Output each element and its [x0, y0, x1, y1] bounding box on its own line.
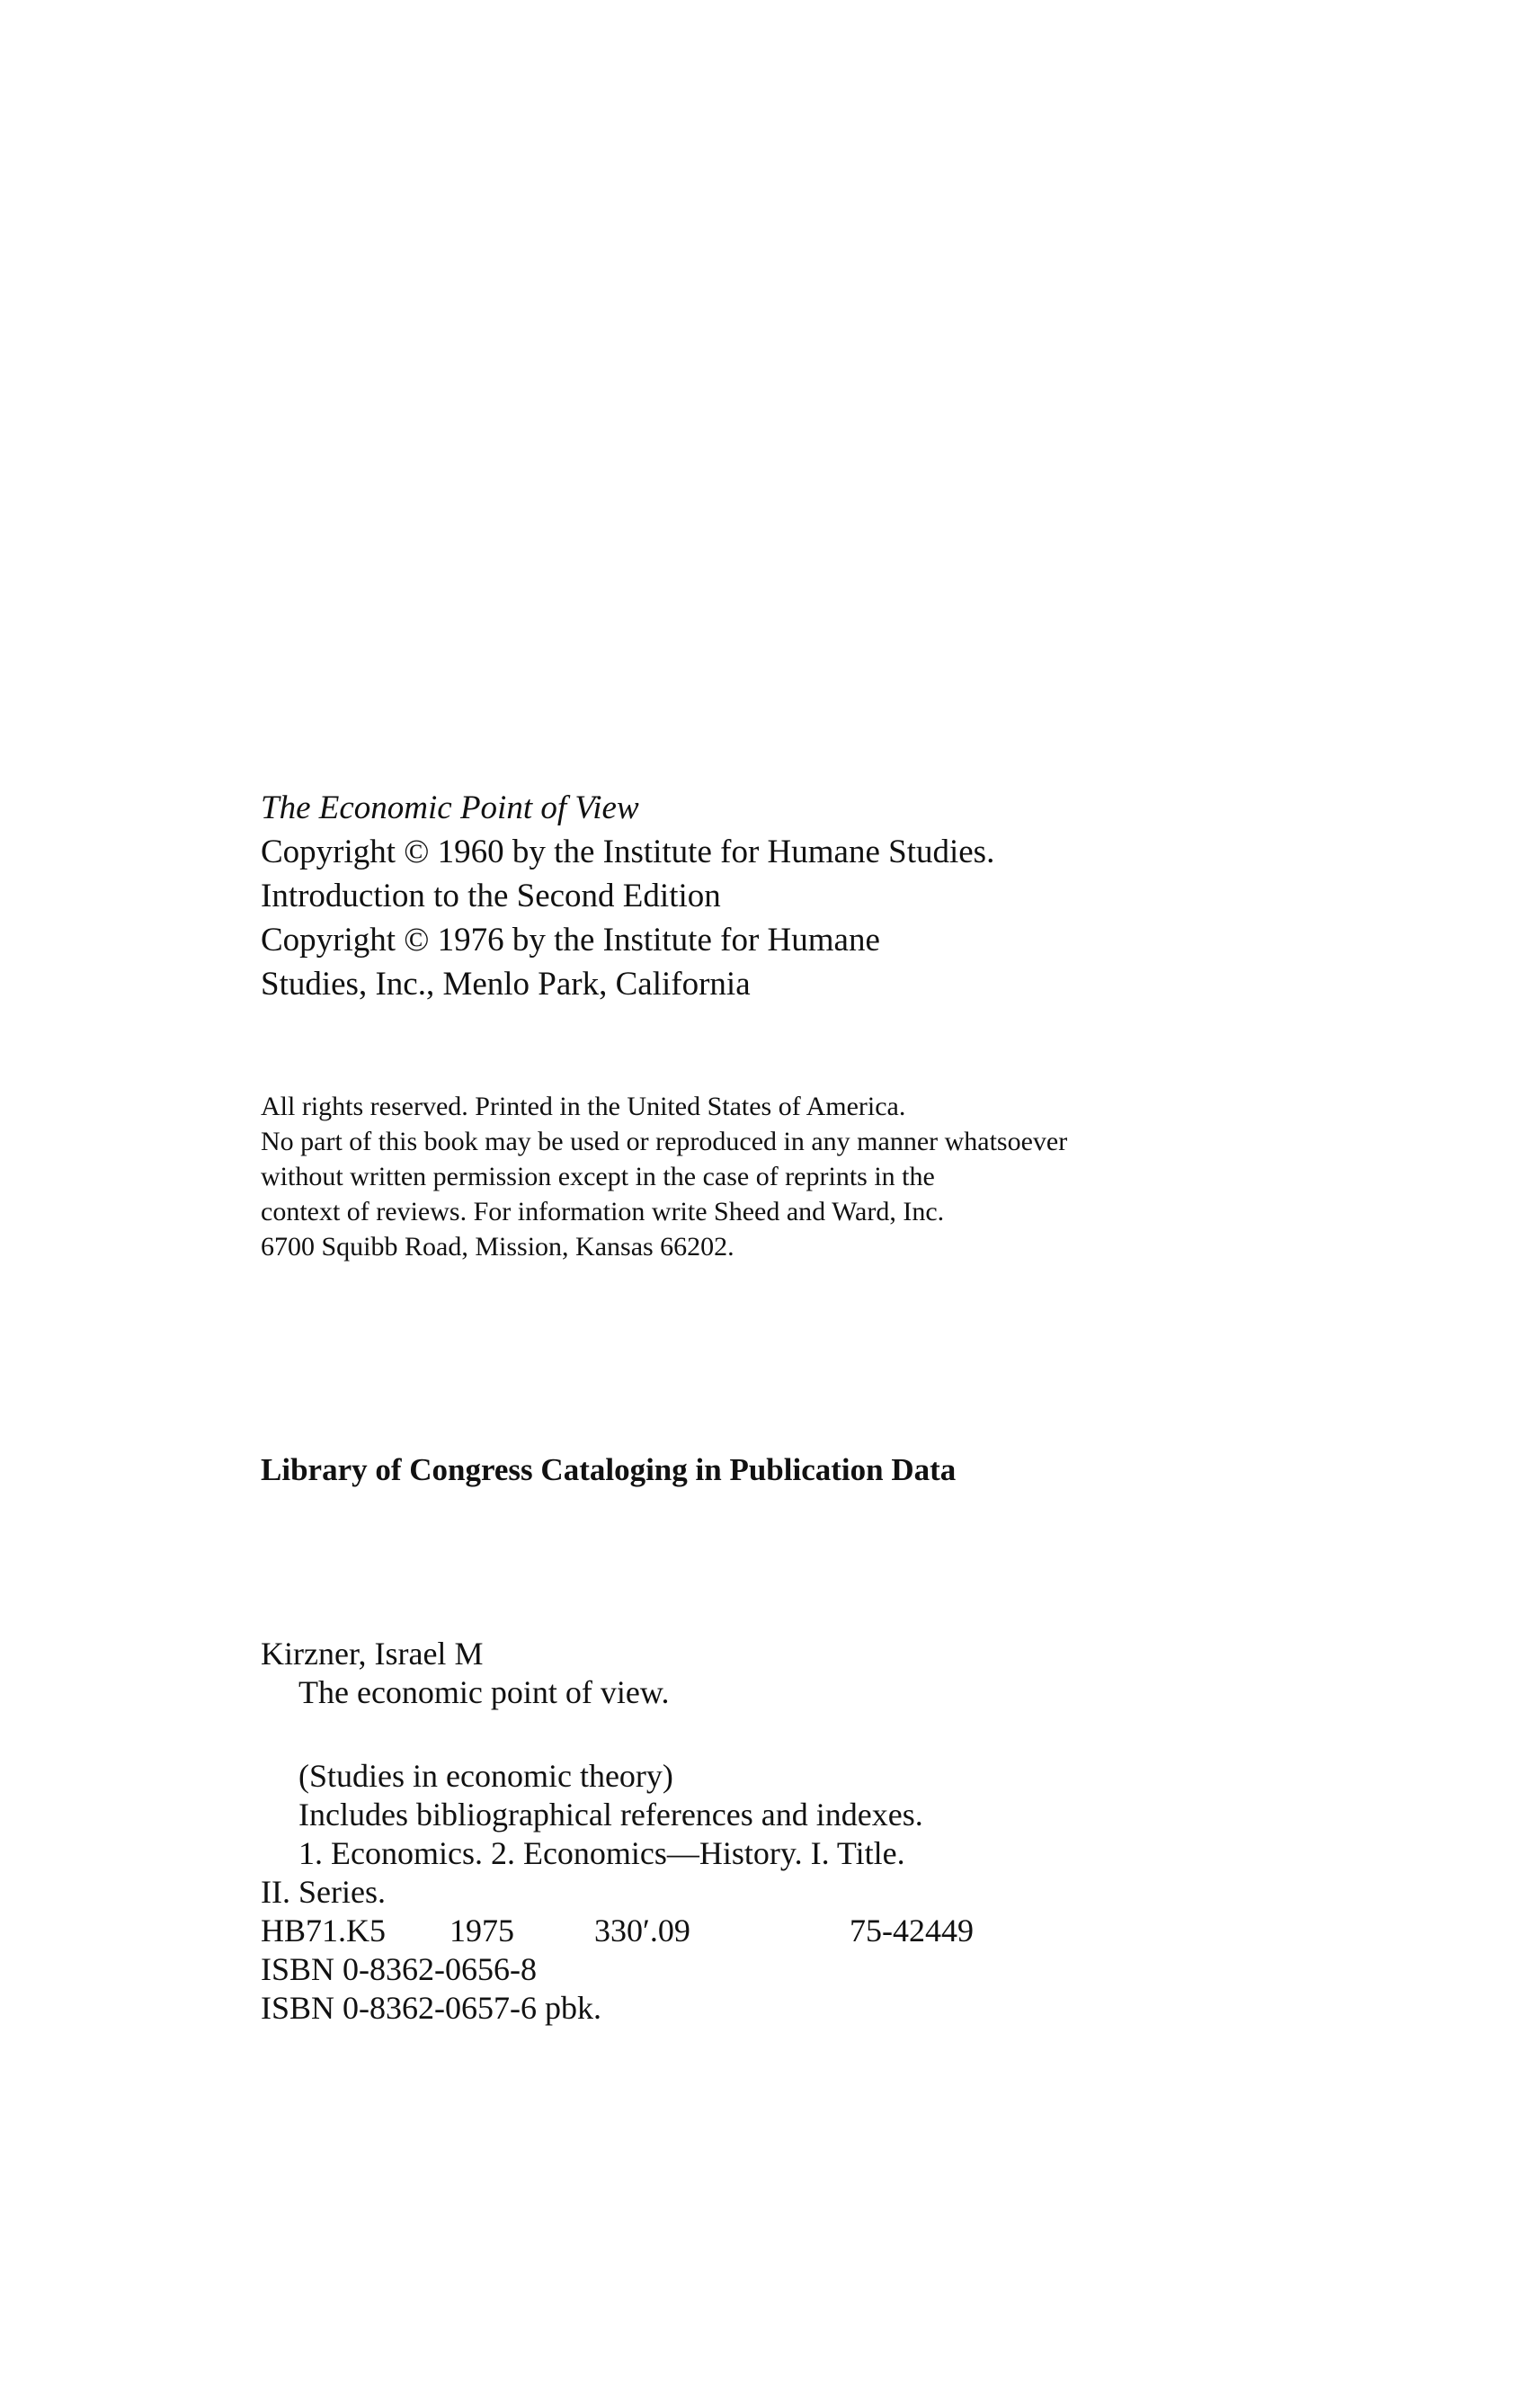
catalog-title: The economic point of view.	[298, 1674, 670, 1710]
isbn-cloth: ISBN 0-8362-0656-8	[261, 1951, 537, 1987]
call-number-class: HB71.K5	[261, 1913, 387, 1949]
catalog-series: (Studies in economic theory)	[298, 1758, 673, 1794]
cip-heading: Library of Congress Cataloging in Publication Data	[261, 1452, 957, 1487]
lccn-number: 75-42449	[850, 1913, 974, 1949]
dewey-number: 330′.09	[594, 1913, 690, 1949]
copyright-line: Copyright © 1976 by the Institute for Humane	[261, 922, 880, 959]
rights-line: without written permission except in the case of reprints in the	[261, 1162, 935, 1191]
catalog-notes: Includes bibliographical references and indexes.	[298, 1797, 923, 1833]
copyright-notice	[261, 786, 994, 1006]
rights-line: 6700 Squibb Road, Mission, Kansas 66202.	[261, 1232, 734, 1262]
rights-line: All rights reserved. Printed in the United States of America.	[261, 1092, 906, 1121]
copyright-line: Studies, Inc., Menlo Park, California	[261, 966, 751, 1003]
book-title: The Economic Point of View	[261, 789, 639, 826]
rights-notice	[261, 1089, 1067, 1264]
catalog-subjects: 1. Economics. 2. Economics—History. I. Title.	[298, 1835, 905, 1871]
catalog-series-entry: II. Series.	[261, 1874, 386, 1910]
call-number-row	[261, 1912, 974, 1950]
rights-line: context of reviews. For information write Sheed and Ward, Inc.	[261, 1197, 945, 1226]
copyright-line: Copyright © 1960 by the Institute for Humane Studies.	[261, 834, 995, 870]
copyright-line: Introduction to the Second Edition	[261, 878, 721, 914]
catalog-entry	[261, 1635, 974, 2028]
catalog-author: Kirzner, Israel M	[261, 1636, 484, 1672]
call-number-year: 1975	[450, 1913, 514, 1949]
rights-line: No part of this book may be used or reproduced in any manner whatsoever	[261, 1127, 1068, 1156]
isbn-paperback: ISBN 0-8362-0657-6 pbk.	[261, 1990, 601, 2026]
